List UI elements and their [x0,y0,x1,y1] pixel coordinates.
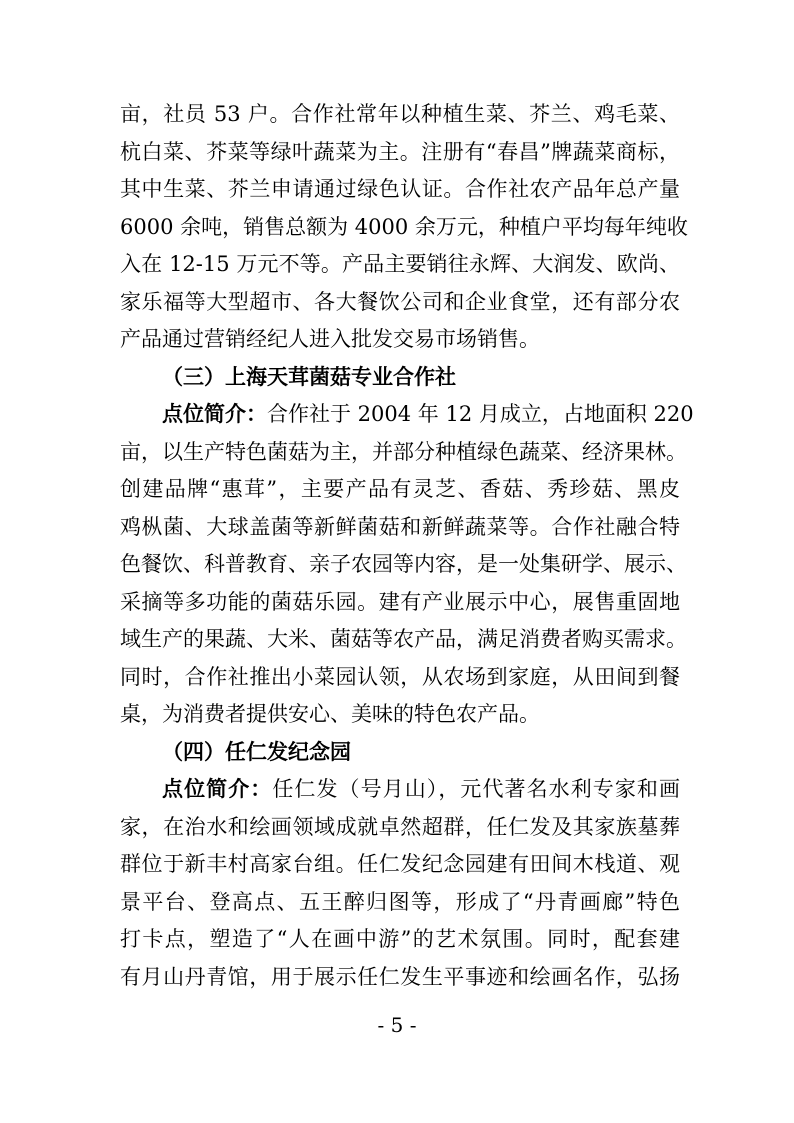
text-line: 有月山丹青馆，用于展示任仁发生平事迹和绘画名作，弘扬 [120,964,680,989]
lead-text: 合作社于 2004 年 12 月成立，占地面积 220 [267,402,694,426]
text-line: 杭白菜、芥菜等绿叶蔬菜为主。注册有“春昌”牌蔬菜商标， [120,139,680,164]
text-line: 域生产的果蔬、大米、菌菇等农产品，满足消费者购买需求。 [120,627,687,651]
text-line-first [120,771,680,809]
text-line: 景平台、登高点、五王醉归图等，形成了“丹青画廊”特色 [120,889,680,914]
text-line: 家，在治水和绘画领域成就卓然超群，任仁发及其家族墓葬 [120,814,680,839]
paragraph-continued [120,96,688,359]
text-line: 同时，合作社推出小菜园认领，从农场到家庭，从田间到餐 [120,664,680,689]
text-line: 其中生菜、芥兰申请通过绿色认证。合作社农产品年总产量 [120,177,680,201]
text-line: 6000 余吨，销售总额为 4000 余万元，种植户平均每年纯收 [120,214,688,239]
text-line: 采摘等多功能的菌菇乐园。建有产业展示中心，展售重固地 [120,589,680,614]
text-line-first [120,396,694,434]
text-line: 群位于新丰村高家台组。任仁发纪念园建有田间木栈道、观 [120,852,680,876]
lead-label: 点位简介： [162,777,273,801]
section-heading-tianrong: （三）上海天茸菌菇专业合作社 [162,364,456,389]
text-line: 产品通过营销经纪人进入批发交易市场销售。 [120,327,540,351]
text-line: 亩，以生产特色菌菇为主，并部分种植绿色蔬菜、经济果林。 [120,439,687,464]
document-body [120,96,694,996]
text-line: 亩，社员 53 户。合作社常年以种植生菜、芥兰、鸡毛菜、 [120,102,680,126]
paragraph-tianrong [120,396,694,734]
lead-text: 任仁发（号月山），元代著名水利专家和画 [272,777,681,801]
paragraph-renrenfa [120,771,680,996]
text-line: 桌，为消费者提供安心、美味的特色农产品。 [120,702,540,726]
text-line: 色餐饮、科普教育、亲子农园等内容，是一处集研学、展示、 [120,552,687,576]
text-line: 家乐福等大型超市、各大餐饮公司和企业食堂，还有部分农 [120,289,680,314]
text-line: 入在 12-15 万元不等。产品主要销往永辉、大润发、欧尚、 [120,252,680,276]
text-line: 鸡枞菌、大球盖菌等新鲜菌菇和新鲜蔬菜等。合作社融合特 [120,514,680,539]
page-number: - 5 - [377,1013,417,1037]
lead-label: 点位简介： [162,402,267,426]
text-line: 打卡点，塑造了“人在画中游”的艺术氛围。同时，配套建 [120,927,680,951]
text-line: 创建品牌“惠茸”，主要产品有灵芝、香菇、秀珍菇、黑皮 [120,477,680,501]
section-heading-renrenfa: （四）任仁发纪念园 [162,739,351,764]
